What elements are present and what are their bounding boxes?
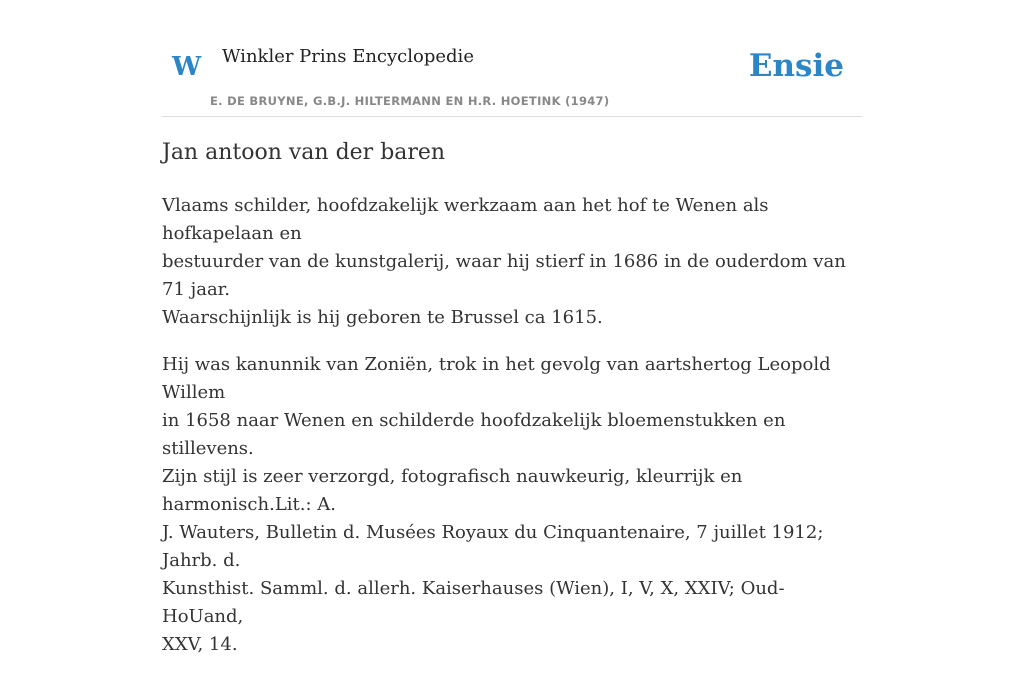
source-header [162, 40, 862, 117]
article-title: Jan antoon van der baren [162, 140, 446, 165]
article-paragraph: Hij was kanunnik van Zoniën, trok in het gevolg van aartshertog Leopold Willem in 1658 naar Wenen en schilderde hoofdzakelijk bloemenstukken en stillevens. Zijn stijl is zeer verzorgd, fotografisch nauwkeurig, kleurrijk en harmonisch.Lit.: A. J. Wauters, Bulletin d. Musées Royaux du Cinquantenaire, 7 juillet 1912; Jahrb. d. Kunsthist. Samml. d. allerh. Kaiserhauses (Wien), I, V, X, XXIV; Oud-HoUand, XXV, 14. [162, 354, 831, 655]
source-logo: W [172, 52, 202, 82]
source-title[interactable]: Winkler Prins Encyclopedie [222, 46, 474, 67]
brand-logo-link[interactable]: Ensie [748, 48, 844, 84]
source-authors: E. DE BRUYNE, G.B.J. HILTERMANN EN H.R. HOETINK (1947) [210, 94, 610, 108]
article-paragraph: Vlaams schilder, hoofdzakelijk werkzaam aan het hof te Wenen als hofkapelaan en bestuurder van de kunstgalerij, waar hij stierf in 1686 in de ouderdom van 71 jaar. Waarschijnlijk is hij geboren te Brussel ca 1615. [162, 195, 846, 328]
article-body [162, 192, 862, 678]
